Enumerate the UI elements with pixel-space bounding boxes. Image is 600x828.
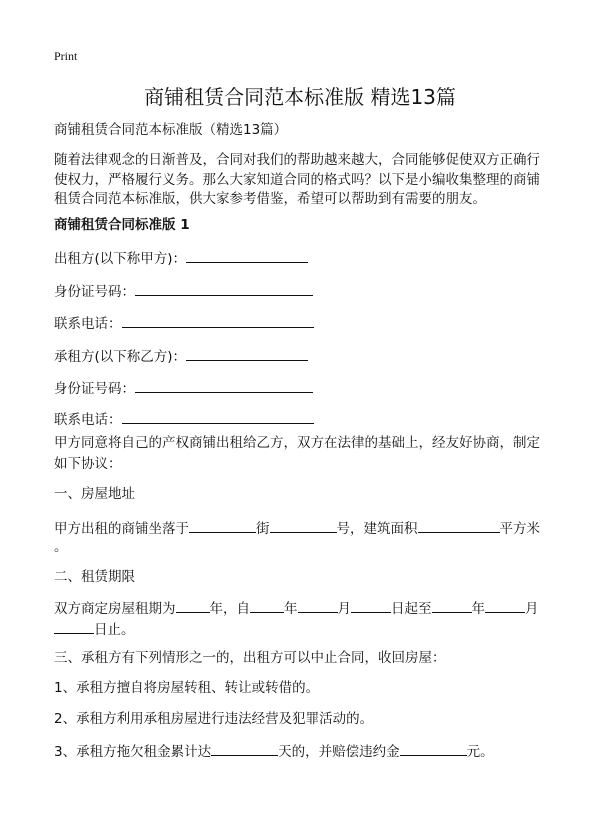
intro-line: 使权力，严格履行义务。那么大家知道合同的格式吗？以下是小编收集整理的商铺 <box>54 172 540 188</box>
term-end <box>54 618 135 640</box>
text: 3、承租方拖欠租金累计达 <box>54 744 212 760</box>
blank <box>122 312 314 328</box>
field-label: 出租方(以下称甲方)： <box>54 251 187 267</box>
list-item <box>54 740 494 762</box>
field-label: 身份证号码： <box>54 284 135 300</box>
blank <box>122 408 314 424</box>
blank <box>189 517 256 533</box>
lessor-field <box>54 247 308 269</box>
text: 元。 <box>466 744 494 760</box>
address-line <box>54 517 540 539</box>
text: 甲方出租的商铺坐落于 <box>54 521 189 537</box>
field-label: 联系电话： <box>54 316 122 332</box>
blank <box>135 377 313 393</box>
page-title: 商铺租赁合同范本标准版 精选13篇 <box>144 85 456 109</box>
blank <box>176 597 210 613</box>
agreement-line: 甲方同意将自己的产权商铺出租给乙方，双方在法律的基础上，经友好协商，制定 <box>54 435 540 451</box>
text: 月 <box>525 601 539 617</box>
section-2-title: 二、租赁期限 <box>54 569 135 585</box>
lessor-phone-field <box>54 312 314 334</box>
blank <box>400 740 467 756</box>
subtitle: 商铺租赁合同范本标准版（精选13篇） <box>54 122 288 138</box>
address-end: 。 <box>54 539 68 555</box>
text: 日止。 <box>94 622 135 638</box>
lessee-field <box>54 345 308 367</box>
text: 年 <box>471 601 485 617</box>
term-line <box>54 597 539 619</box>
section-1-title: 一、房屋地址 <box>54 486 135 502</box>
blank <box>186 247 308 263</box>
text: 双方商定房屋租期为 <box>54 601 176 617</box>
blank <box>432 597 472 613</box>
blank <box>250 597 284 613</box>
intro-line: 随着法律观念的日渐普及，合同对我们的帮助越来越大，合同能够促使双方正确行 <box>54 152 540 168</box>
section-3-title: 三、承租方有下列情形之一的，出租方可以中止合同，收回房屋： <box>54 650 446 666</box>
lessee-phone-field <box>54 408 314 430</box>
blank <box>211 740 278 756</box>
text: 号，建筑面积 <box>336 521 418 537</box>
text: 日起至 <box>391 601 432 617</box>
blank <box>298 597 338 613</box>
field-label: 身份证号码： <box>54 381 135 397</box>
section-heading: 商铺租赁合同标准版 1 <box>54 217 190 233</box>
lessor-id-field <box>54 280 313 302</box>
blank <box>270 517 337 533</box>
print-link[interactable]: Print <box>54 49 78 63</box>
text: 街 <box>256 521 270 537</box>
blank <box>485 597 525 613</box>
text: 年，自 <box>209 601 250 617</box>
blank <box>54 618 94 634</box>
agreement-line: 如下协议： <box>54 456 122 472</box>
intro-line: 租赁合同范本标准版，供大家参考借鉴，希望可以帮助到有需要的朋友。 <box>54 191 486 207</box>
blank <box>186 345 308 361</box>
text: 年 <box>284 601 298 617</box>
text: 天的，并赔偿违约金 <box>278 744 400 760</box>
list-item: 1、承租方擅自将房屋转租、转让或转借的。 <box>54 680 320 696</box>
blank <box>418 517 500 533</box>
blank <box>135 280 313 296</box>
text: 月 <box>337 601 351 617</box>
blank <box>351 597 391 613</box>
field-label: 承租方(以下称乙方)： <box>54 349 187 365</box>
list-item: 2、承租方利用承租房屋进行违法经营及犯罪活动的。 <box>54 711 374 727</box>
text: 平方米 <box>499 521 540 537</box>
field-label: 联系电话： <box>54 412 122 428</box>
lessee-id-field <box>54 377 313 399</box>
